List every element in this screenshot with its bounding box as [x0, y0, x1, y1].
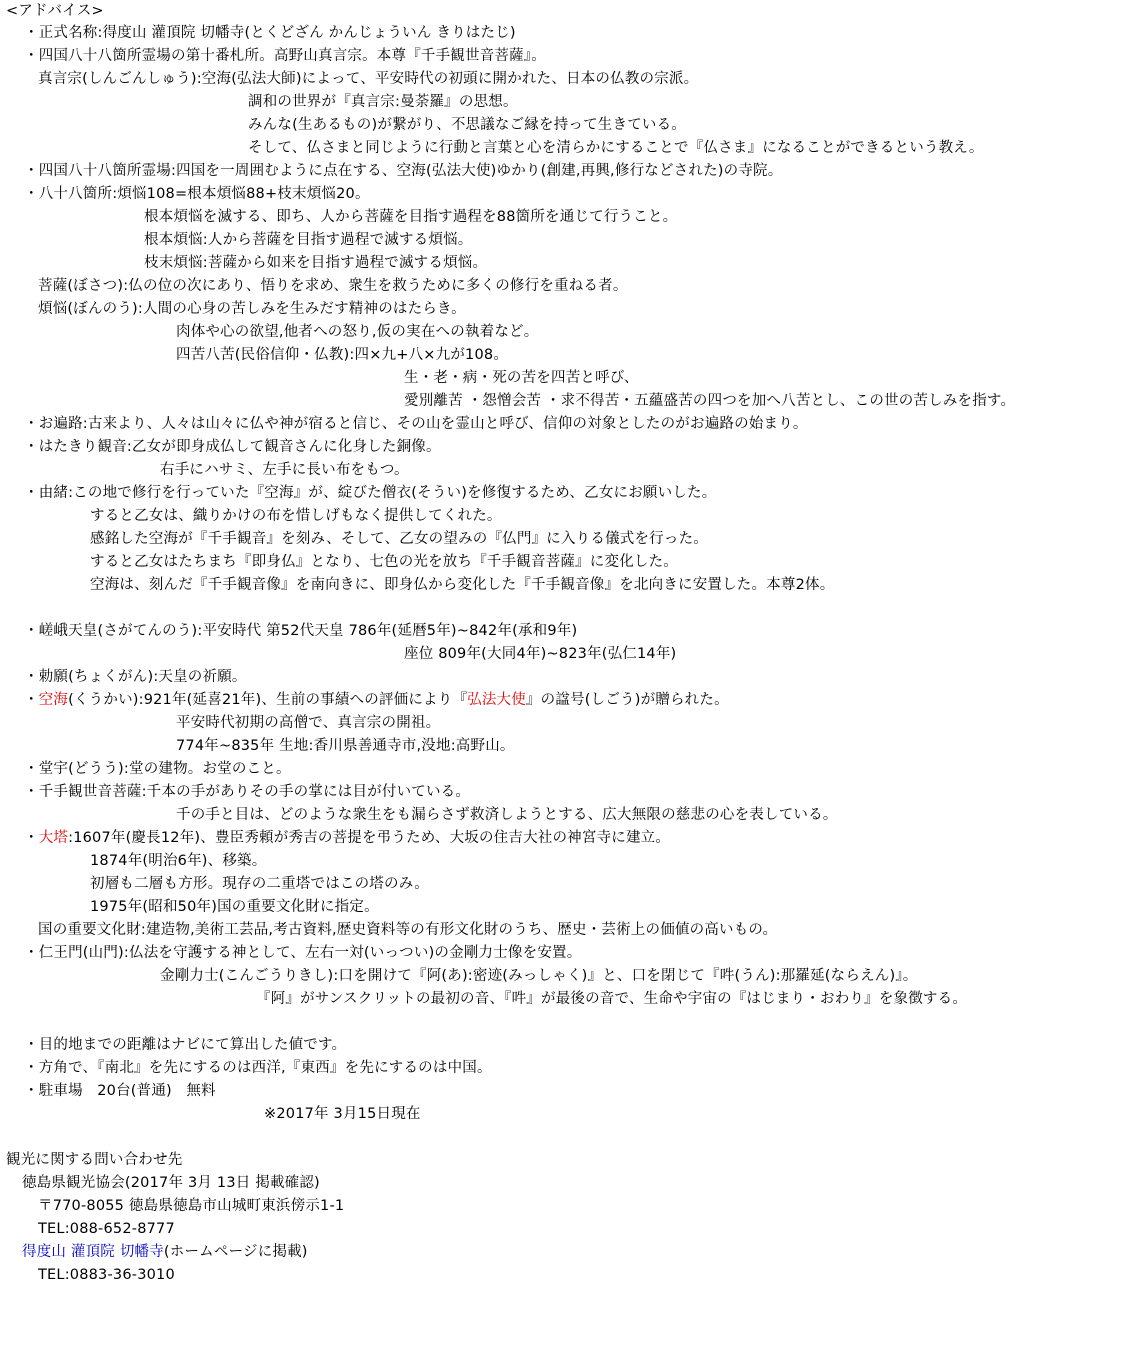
text-segment: 空海は、刻んだ『千手観音像』を南向きに、即身仏から変化した『千手観音像』を北向きに安置した。本尊2体。: [90, 577, 835, 593]
text-segment: ・: [24, 692, 39, 708]
text-segment: 生・老・病・死の苦を四苦と呼び、: [404, 370, 639, 386]
text-line: [176, 735, 515, 757]
text-segment: 肉体や心の欲望,他者への怒り,仮の実在への執着など。: [176, 324, 539, 340]
text-line: [176, 712, 440, 734]
text-line: [38, 1195, 344, 1217]
text-line: [404, 390, 1015, 412]
text-segment: ・八十八箇所:煩悩108=根本煩悩88+枝末煩悩20。: [24, 186, 370, 202]
text-line: [176, 321, 538, 343]
text-segment: ・正式名称:得度山 灌頂院 切幡寺(とくどざん かんじょういん きりはたじ): [24, 25, 516, 41]
text-line: [248, 91, 518, 113]
text-line: [24, 1057, 492, 1079]
text-line: [90, 574, 834, 596]
highlighted-term: 空海: [38, 692, 69, 708]
text-line: [176, 344, 508, 366]
text-line: [24, 482, 716, 504]
text-segment: ・嵯峨天皇(さがてんのう):平安時代 第52代天皇 786年(延暦5年)~842年(承和9年): [24, 623, 578, 639]
text-line: [90, 873, 429, 895]
text-line: [24, 689, 729, 711]
text-segment: すると乙女はたちまち『即身仏』となり、七色の光を放ち『千手観音菩薩』に変化した。: [90, 554, 678, 570]
text-line: [90, 896, 379, 918]
text-segment: 1874年(明治6年)、移築。: [90, 853, 267, 869]
highlighted-term: 弘法大使: [467, 692, 526, 708]
text-segment: みんな(生あるもの)が繋がり、不思議なご縁を持って生きている。: [248, 117, 687, 133]
text-segment: ・: [24, 830, 39, 846]
text-segment: 調和の世界が『真言宗:曼荼羅』の思想。: [248, 94, 518, 110]
text-segment: 根本煩悩を滅する、即ち、人から菩薩を目指す過程を88箇所を通じて行うこと。: [144, 209, 678, 225]
text-line: [38, 1264, 175, 1286]
text-line: [24, 620, 577, 642]
text-line: [256, 988, 967, 1010]
text-segment: 右手にハサミ、左手に長い布をもつ。: [160, 462, 409, 478]
text-line: [6, 1149, 182, 1171]
text-line: [38, 1218, 175, 1240]
text-line: [24, 22, 516, 44]
text-line: [24, 827, 670, 849]
text-segment: ・千手観世音菩薩:千本の手がありその手の掌には目が付いている。: [24, 784, 471, 800]
text-segment: すると乙女は、織りかけの布を惜しげもなく提供してくれた。: [90, 508, 502, 524]
text-segment: 千の手と目は、どのような衆生をも漏らさず救済しようとする、広大無限の慈悲の心を表している。: [176, 807, 838, 823]
text-segment: 国の重要文化財:建造物,美術工芸品,考古資料,歴史資料等の有形文化財のうち、歴史・芸術上の価値の高いもの。: [38, 922, 778, 938]
text-segment: ・駐車場 20台(普通) 無料: [24, 1083, 216, 1099]
text-line: [38, 919, 777, 941]
text-line: [24, 436, 441, 458]
text-segment: ・はたきり観音:乙女が即身成仏して観音さんに化身した銅像。: [24, 439, 441, 455]
text-segment: 真言宗(しんごんしゅう):空海(弘法大師)によって、平安時代の初頭に開かれた、日本の仏教の宗派。: [38, 71, 699, 87]
text-segment: 平安時代初期の高僧で、真言宗の開祖。: [176, 715, 441, 731]
text-segment: ・四国八十八箇所霊場:四国を一周囲むように点在する、空海(弘法大使)ゆかり(創建,再興,修行などされた)の寺院。: [24, 163, 783, 179]
text-line: [24, 1034, 346, 1056]
text-segment: ・四国八十八箇所霊場の第十番札所。高野山真言宗。本尊『千手観世音菩薩』。: [24, 48, 546, 64]
text-segment: そして、仏さまと同じように行動と言葉と心を清らかにすることで『仏さま』になることができるという教え。: [248, 140, 984, 156]
text-segment: 1975年(昭和50年)国の重要文化財に指定。: [90, 899, 379, 915]
text-segment: 徳島県観光協会(2017年 3月 13日 掲載確認): [22, 1175, 320, 1191]
text-segment: 観光に関する問い合わせ先: [6, 1152, 183, 1168]
text-line: [24, 413, 808, 435]
text-line: [38, 68, 698, 90]
text-segment: ・お遍路:古来より、人々は山々に仏や神が宿ると信じ、その山を霊山と呼び、信仰の対象としたのがお遍路の始まり。: [24, 416, 808, 432]
text-segment: ・勅願(ちょくがん):天皇の祈願。: [24, 669, 247, 685]
text-segment: ・堂宇(どうう):堂の建物。お堂のこと。: [24, 761, 291, 777]
text-segment: (くうかい):921年(延喜21年)、生前の事績への評価により『: [68, 692, 468, 708]
text-line: [248, 114, 686, 136]
text-line: [144, 252, 487, 274]
text-segment: 774年~835年 生地:香川県善通寺市,没地:高野山。: [176, 738, 515, 754]
text-segment: 『阿』がサンスクリットの最初の音、『吽』が最後の音で、生命や宇宙の『はじまり・おわり』を象徴する。: [256, 991, 968, 1007]
text-segment: 金剛力士(こんごうりきし):口を開けて『阿(あ):密迹(みっしゃく)』と、口を閉じて『吽(うん):那羅延(ならえん)』。: [160, 968, 918, 984]
text-line: [176, 804, 838, 826]
text-line: [404, 643, 676, 665]
text-segment: 煩悩(ぼんのう):人間の心身の苦しみを生みだす精神のはたらき。: [38, 301, 466, 317]
text-segment: TEL:0883-36-3010: [38, 1267, 175, 1283]
text-segment: 四苦八苦(民俗信仰・仏教):四×九+八×九が108。: [176, 347, 509, 363]
text-line: [90, 505, 502, 527]
text-segment: 愛別離苦 ・怨憎会苦 ・求不得苦・五蘊盛苦の四つを加へ八苦とし、この世の苦しみを指す。: [404, 393, 1016, 409]
text-line: [24, 45, 546, 67]
text-line: [144, 206, 677, 228]
text-segment: 座位 809年(大同4年)~823年(弘仁14年): [404, 646, 677, 662]
text-segment: ※2017年 3月15日現在: [264, 1106, 421, 1122]
text-line: [6, 0, 104, 22]
text-segment: ・由緒:この地で修行を行っていた『空海』が、綻びた僧衣(そうい)を修復するため、乙女にお願いした。: [24, 485, 717, 501]
text-line: [22, 1172, 320, 1194]
text-line: [264, 1103, 421, 1125]
text-line: [38, 298, 466, 320]
text-line: [404, 367, 639, 389]
text-segment: 根本煩悩:人から菩薩を目指す過程で滅する煩悩。: [144, 232, 473, 248]
text-line: [90, 551, 678, 573]
text-line: [38, 275, 628, 297]
text-segment: TEL:088-652-8777: [38, 1221, 175, 1237]
text-line: [160, 965, 917, 987]
text-line: [90, 528, 708, 550]
text-segment: 初層も二層も方形。現存の二重塔ではこの塔のみ。: [90, 876, 429, 892]
text-line: [24, 758, 291, 780]
text-line: [144, 229, 472, 251]
text-segment: 枝末煩悩:菩薩から如来を目指す過程で滅する煩悩。: [144, 255, 488, 271]
text-line: [22, 1241, 308, 1263]
text-segment: (ホームページに掲載): [163, 1244, 308, 1260]
text-segment: 菩薩(ぼさつ):仏の位の次にあり、悟りを求め、衆生を救うために多くの修行を重ねる者。: [38, 278, 628, 294]
text-line: [24, 781, 470, 803]
text-segment: 感銘した空海が『千手観音』を刻み、そして、乙女の望みの『仏門』に入りる儀式を行った。: [90, 531, 708, 547]
text-line: [24, 666, 247, 688]
text-line: [24, 942, 581, 964]
text-line: [24, 183, 370, 205]
text-segment: 』の諡号(しごう)が贈られた。: [525, 692, 729, 708]
text-line: [24, 1080, 216, 1102]
text-segment: ・目的地までの距離はナビにて算出した値です。: [24, 1037, 347, 1053]
text-line: [24, 160, 782, 182]
text-line: [90, 850, 266, 872]
text-segment: :1607年(慶長12年)、豊臣秀頼が秀吉の菩提を弔うため、大坂の住吉大社の神宮寺に建立。: [68, 830, 671, 846]
text-line: [248, 137, 984, 159]
highlighted-term: 得度山 灌頂院 切幡寺: [22, 1244, 164, 1260]
text-segment: <アドバイス>: [6, 3, 104, 19]
text-segment: ・仁王門(山門):仏法を守護する神として、左右一対(いっつい)の金剛力士像を安置。: [24, 945, 582, 961]
text-line: [160, 459, 409, 481]
highlighted-term: 大塔: [38, 830, 69, 846]
text-segment: ・方角で、『南北』を先にするのは西洋,『東西』を先にするのは中国。: [24, 1060, 492, 1076]
text-segment: 〒770-8055 徳島県徳島市山城町東浜傍示1-1: [38, 1198, 345, 1214]
